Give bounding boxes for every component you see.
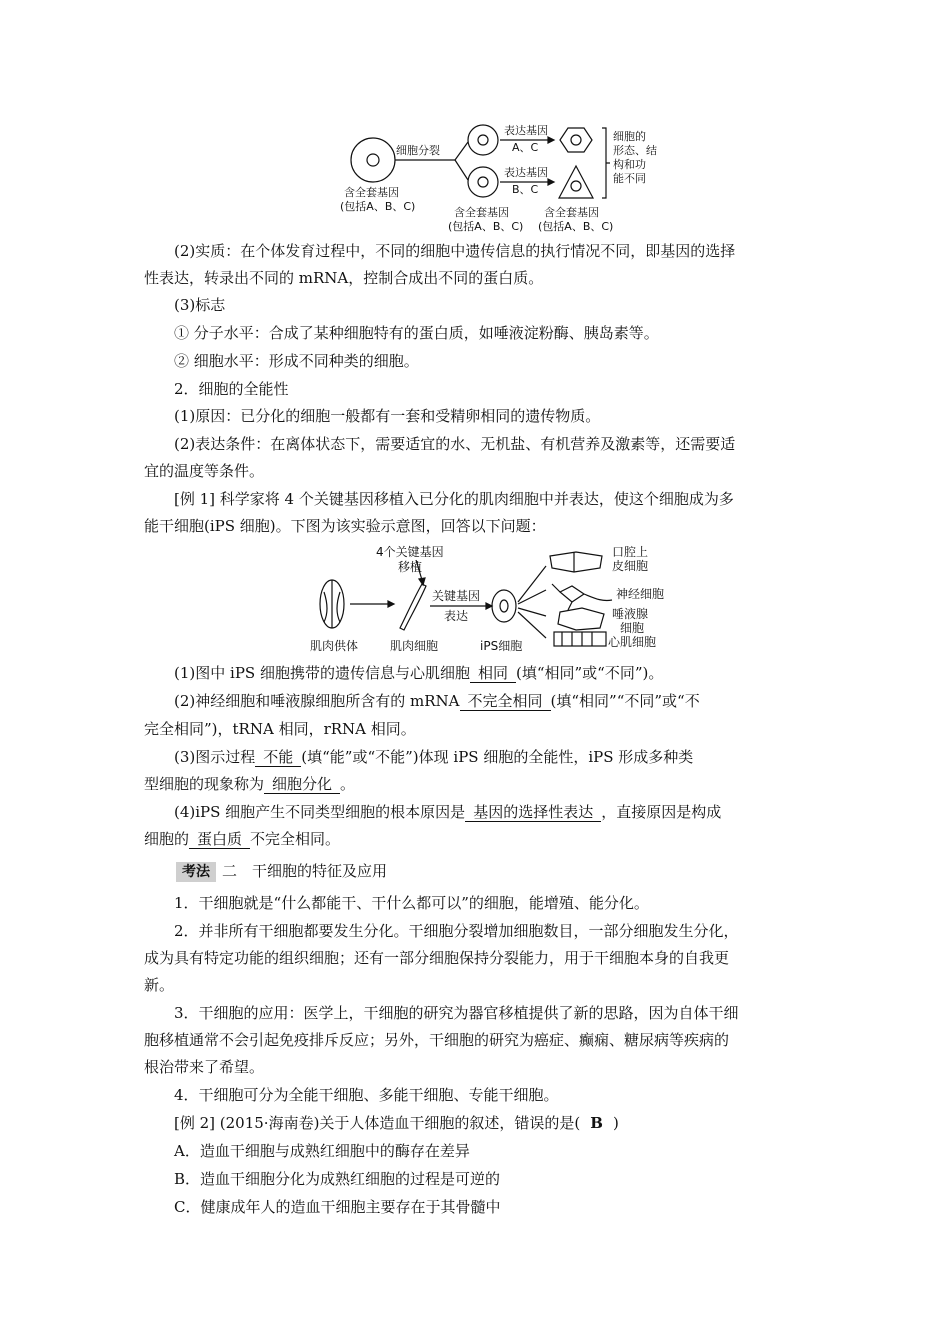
question-3-answer-2: 细胞分化	[264, 775, 340, 794]
option-a: A．造血干细胞与成熟红细胞中的酶存在差异	[174, 1142, 470, 1160]
question-2-answer: 不完全相同	[460, 692, 551, 711]
label-salivary-1: 唾液腺	[612, 607, 649, 621]
question-4	[174, 801, 814, 823]
question-1	[174, 662, 814, 684]
question-3-text: (3)图示过程	[174, 748, 256, 766]
caption-right-1: 含全套基因	[544, 206, 599, 219]
nerve-cell	[552, 584, 612, 610]
oral-epithelial-cells	[550, 552, 602, 572]
totipotency-conditions-2: 宜的温度等条件。	[144, 462, 265, 480]
daughter-nucleus-top	[478, 135, 488, 145]
salivary-cells	[558, 608, 604, 630]
label-salivary-2: 细胞	[620, 621, 645, 635]
question-3-line-2-tail: 。	[340, 775, 356, 793]
question-3-line-2	[144, 773, 814, 795]
ips-experiment-diagram	[310, 542, 700, 654]
label-express-genes-bc: 表达基因	[504, 166, 548, 179]
label-transplant: 移植	[398, 560, 423, 574]
question-3-line-2-text: 型细胞的现象称为	[144, 775, 265, 793]
label-oral-2: 皮细胞	[612, 559, 649, 573]
muscle-cell	[400, 584, 426, 630]
differentiation-diagram	[340, 118, 670, 238]
stem-item-3-line-1: 3．干细胞的应用：医学上，干细胞的研究为器官移植提供了新的思路，因为自体干细	[174, 1004, 739, 1022]
option-b: B．造血干细胞分化为成熟红细胞的过程是可逆的	[174, 1170, 501, 1188]
question-4-tail: ，直接原因是构成	[601, 803, 722, 821]
question-2-line-2: 完全相同”)，tRNA 相同，rRNA 相同。	[144, 720, 416, 738]
label-key-genes: 关键基因	[432, 589, 481, 603]
question-4-text: (4)iPS 细胞产生不同类型细胞的根本原因是	[174, 803, 466, 821]
daughter-cell-top	[468, 125, 498, 155]
label-cardiac-cell: 心肌细胞	[608, 635, 657, 649]
parent-nucleus	[367, 154, 379, 166]
label-nerve-cell: 神经细胞	[616, 587, 665, 601]
label-muscle-cell: 肌肉细胞	[390, 639, 439, 653]
result-line-2: 形态、结	[613, 144, 657, 157]
question-3	[174, 746, 814, 768]
paragraph-essence-1: (2)实质：在个体发育过程中，不同的细胞中遗传信息的执行情况不同，即基因的选择	[174, 242, 736, 260]
label-cell-division: 细胞分裂	[396, 144, 440, 157]
question-2	[174, 690, 814, 712]
stem-item-2-line-3: 新。	[144, 976, 175, 994]
caption-parent-1: 含全套基因	[344, 186, 399, 199]
label-four-genes: 4个关键基因	[376, 545, 444, 559]
totipotency-conditions-1: (2)表达条件：在离体状态下，需要适宜的水、无机盐、有机营养及激素等，还需要适	[174, 435, 736, 453]
section-2-heading	[176, 860, 846, 882]
caption-right-2: (包括A、B、C)	[538, 220, 614, 233]
triangle-cell	[559, 166, 593, 198]
question-3-answer: 不能	[255, 748, 301, 767]
label-express-genes-ac: 表达基因	[504, 124, 548, 137]
example-1-line-1: [例 1] 科学家将 4 个关键基因移植入已分化的肌肉细胞中并表达，使这个细胞成为多	[174, 490, 734, 508]
question-1-answer: 相同	[470, 664, 516, 683]
label-expression: 表达	[444, 609, 469, 623]
label-oral-1: 口腔上	[612, 545, 649, 559]
stem-item-2-line-2: 成为具有特定功能的组织细胞；还有一部分细胞保持分裂能力，用于干细胞本身的自我更	[144, 949, 730, 967]
example-2-text: [例 2] (2015·海南卷)关于人体造血干细胞的叙述，错误的是(	[174, 1114, 581, 1132]
heading-markers: (3)标志	[174, 296, 226, 314]
stem-item-4: 4．干细胞可分为全能干细胞、多能干细胞、专能干细胞。	[174, 1086, 559, 1104]
question-1-tail: (填“相同”或“不同”)。	[515, 664, 664, 682]
heading-totipotency: 2．细胞的全能性	[174, 380, 289, 398]
totipotency-reason: (1)原因：已分化的细胞一般都有一套和受精卵相同的遗传物质。	[174, 407, 601, 425]
stem-item-3-line-2: 胞移植通常不会引起免疫排斥反应；另外，干细胞的研究为癌症、癫痫、糖尿病等疾病的	[144, 1031, 730, 1049]
question-1-text: (1)图中 iPS 细胞携带的遗传信息与心肌细胞	[174, 664, 470, 682]
result-line-4: 能不同	[613, 172, 646, 185]
example-2	[174, 1112, 814, 1134]
section-2-title: 二 干细胞的特征及应用	[222, 862, 388, 880]
parent-cell	[351, 138, 395, 182]
label-ips-cell: iPS细胞	[480, 639, 523, 653]
question-2-tail: (填“相同”“不同”或“不	[550, 692, 700, 710]
result-line-1: 细胞的	[613, 130, 646, 143]
label-muscle-donor: 肌肉供体	[310, 639, 359, 653]
question-4-line-2-text: 细胞的	[144, 830, 190, 848]
question-4-line-2	[144, 828, 814, 850]
example-2-answer: B	[590, 1114, 603, 1132]
question-4-answer-2: 蛋白质	[189, 830, 250, 849]
daughter-nucleus-bottom	[478, 177, 488, 187]
stem-item-3-line-3: 根治带来了希望。	[144, 1058, 265, 1076]
option-c: C．健康成年人的造血干细胞主要存在于其骨髓中	[174, 1198, 501, 1216]
label-ac: A、C	[512, 141, 539, 154]
marker-cellular: ② 细胞水平：形成不同种类的细胞。	[174, 352, 419, 370]
stem-item-1: 1．干细胞就是“什么都能干、干什么都可以”的细胞，能增殖、能分化。	[174, 894, 649, 912]
caption-mid-2: (包括A、B、C)	[448, 220, 524, 233]
example-2-tail: )	[612, 1114, 619, 1132]
daughter-cell-bottom	[468, 167, 498, 197]
question-4-answer: 基因的选择性表达	[465, 803, 601, 822]
example-1-line-2: 能干细胞(iPS 细胞)。下图为该实验示意图，回答以下问题：	[144, 517, 546, 535]
hexagon-cell	[560, 128, 592, 152]
result-line-3: 构和功	[613, 158, 646, 171]
stem-item-2-line-1: 2．并非所有干细胞都要发生分化。干细胞分裂增加细胞数目，一部分细胞发生分化，	[174, 922, 739, 940]
ips-cell	[492, 590, 516, 622]
caption-parent-2: (包括A、B、C)	[340, 200, 416, 213]
question-4-line-2-tail: 不完全相同。	[250, 830, 341, 848]
caption-mid-1: 含全套基因	[454, 206, 509, 219]
question-3-tail: (填“能”或“不能”)体现 iPS 细胞的全能性，iPS 形成多种类	[301, 748, 694, 766]
label-bc: B、C	[512, 183, 539, 196]
paragraph-essence-2: 性表达，转录出不同的 mRNA，控制合成出不同的蛋白质。	[144, 269, 544, 287]
marker-molecular: ① 分子水平：合成了某种细胞特有的蛋白质，如唾液淀粉酶、胰岛素等。	[174, 324, 659, 342]
question-2-text: (2)神经细胞和唾液腺细胞所含有的 mRNA	[174, 692, 460, 710]
section-badge: 考法	[176, 862, 216, 882]
